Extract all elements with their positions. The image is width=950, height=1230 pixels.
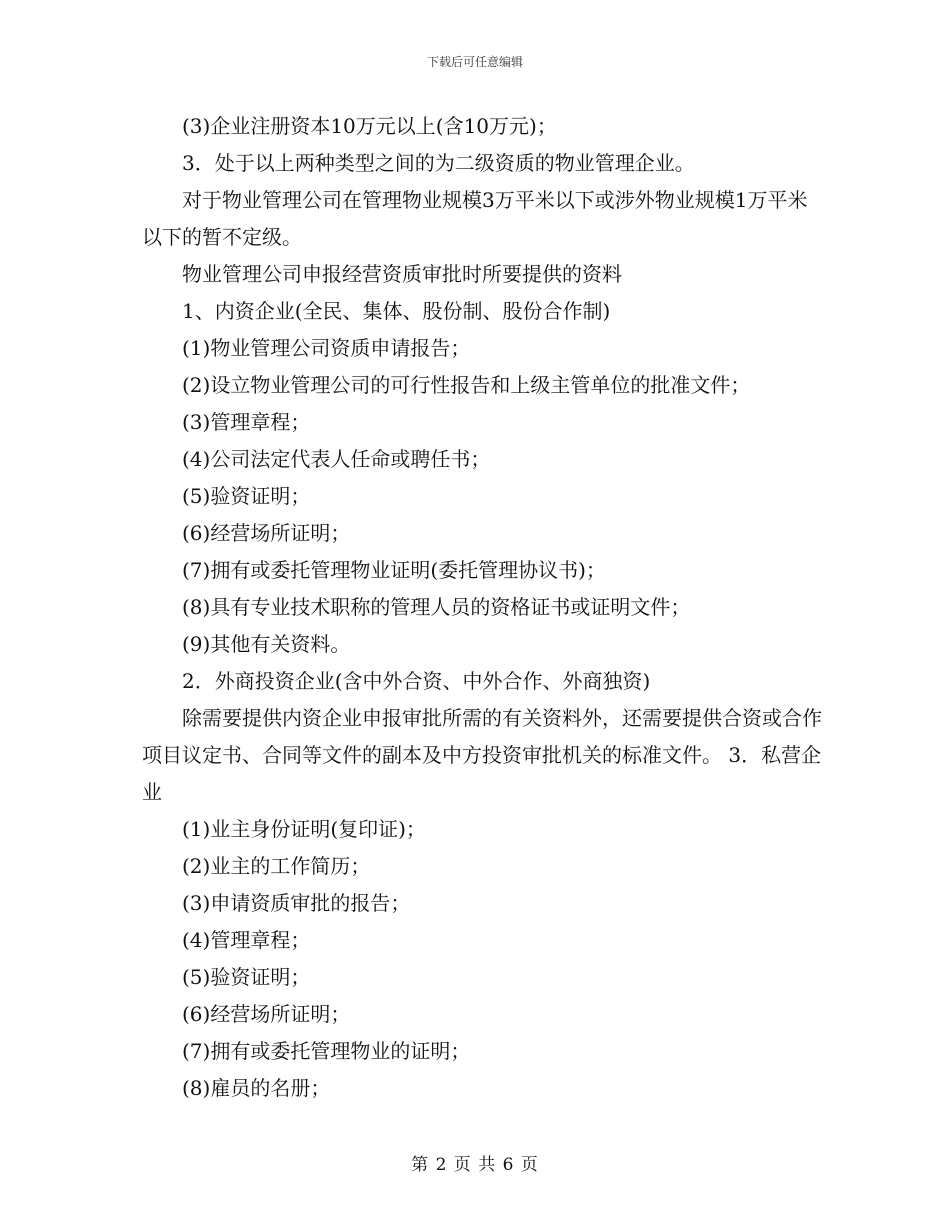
list-item: (2)设立物业管理公司的可行性报告和上级主管单位的批准文件； bbox=[182, 373, 751, 397]
list-item: (2)业主的工作简历； bbox=[182, 854, 371, 878]
list-item: (4)管理章程； bbox=[182, 928, 311, 952]
page-number: 第 2 页 共 6 页 bbox=[411, 1155, 539, 1175]
list-item: (7)拥有或委托管理物业证明(委托管理协议书)； bbox=[182, 558, 606, 582]
list-item: (5)验资证明； bbox=[182, 484, 311, 508]
list-item: (7)拥有或委托管理物业的证明； bbox=[182, 1039, 471, 1063]
list-item: (6)经营场所证明； bbox=[182, 1002, 351, 1026]
list-item: (9)其他有关资料。 bbox=[182, 632, 351, 656]
paragraph: 2．外商投资企业(含中外合资、中外合作、外商独资) bbox=[182, 669, 651, 693]
page-header: 下载后可任意编辑 bbox=[426, 55, 523, 69]
paragraph: (3)企业注册资本10万元以上(含10万元)； bbox=[182, 114, 557, 138]
paragraph: 物业管理公司申报经营资质审批时所要提供的资料 bbox=[182, 262, 622, 286]
list-item: (1)物业管理公司资质申请报告； bbox=[182, 336, 471, 360]
paragraph: 1、内资企业(全民、集体、股份制、股份合作制) bbox=[182, 299, 611, 323]
list-item: (3)管理章程； bbox=[182, 410, 311, 434]
list-item: (6)经营场所证明； bbox=[182, 521, 351, 545]
paragraph: 除需要提供内资企业申报审批所需的有关资料外，还需要提供合资或合作项目议定书、合同等文件的副本及中方投资审批机关的标准文件。 3．私营企业 bbox=[142, 706, 822, 804]
list-item: (8)具有专业技术职称的管理人员的资格证书或证明文件； bbox=[182, 595, 691, 619]
list-item: (8)雇员的名册； bbox=[182, 1076, 331, 1100]
list-item: (1)业主身份证明(复印证)； bbox=[182, 817, 426, 841]
paragraph: 3．处于以上两种类型之间的为二级资质的物业管理企业。 bbox=[182, 151, 695, 175]
list-item: (3)申请资质审批的报告； bbox=[182, 891, 411, 915]
paragraph: 对于物业管理公司在管理物业规模3万平米以下或涉外物业规模1万平米以下的暂不定级。 bbox=[142, 188, 808, 249]
document-body bbox=[142, 108, 822, 1107]
list-item: (5)验资证明； bbox=[182, 965, 311, 989]
list-item: (4)公司法定代表人任命或聘任书； bbox=[182, 447, 491, 471]
